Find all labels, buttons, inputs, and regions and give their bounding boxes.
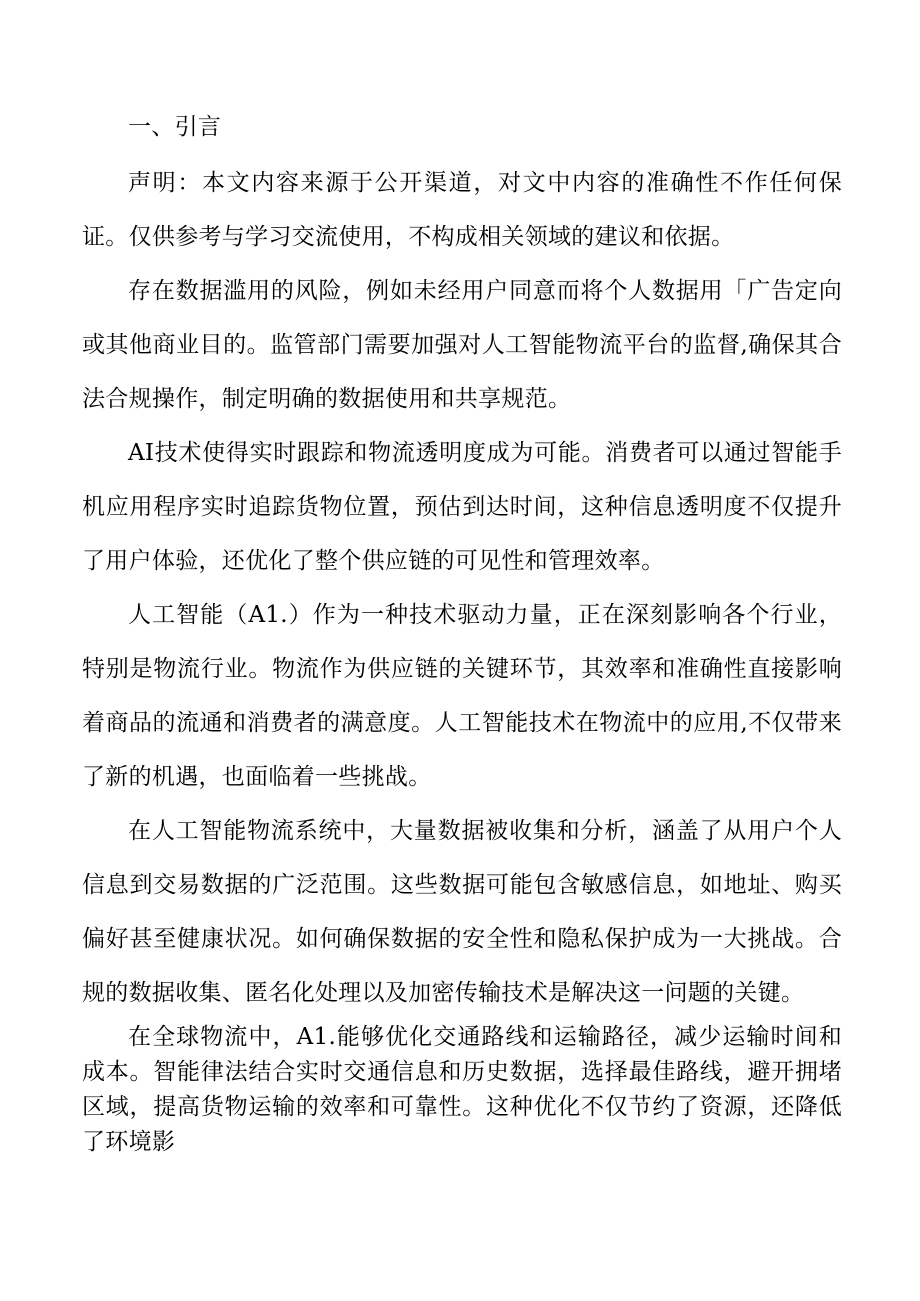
body-paragraph: 在人工智能物流系统中，大量数据被收集和分析，涵盖了从用户个人信息到交易数据的广泛范围。这些数据可能包含敏感信息，如地址、购买偏好甚至健康状况。如何确保数据的安全性和隐私保护成为一大挑战。合规的数据收集、匿名化处理以及加密传输技术是解决这一问题的关键。 [82, 818, 842, 1006]
body-paragraph: 存在数据滥用的风险，例如未经用户同意而将个人数据用「广告定向或其他商业目的。监管部门需要加强对人工智能物流平台的监督,确保其合法合规操作，制定明确的数据使用和共享规范。 [82, 278, 842, 412]
disclaimer-paragraph: 声明：本文内容来源于公开渠道，对文中内容的准确性不作任何保证。仅供参考与学习交流使用，不构成相关领域的建议和依据。 [82, 170, 842, 250]
body-paragraph: AI技术使得实时跟踪和物流透明度成为可能。消费者可以通过智能手机应用程序实时追踪货物位置，预估到达时间，这种信息透明度不仅提升了用户体验，还优化了整个供应链的可见性和管理效率。 [82, 440, 842, 574]
body-paragraph: 人工智能（A1.）作为一种技术驱动力量，正在深刻影响各个行业，特别是物流行业。物流作为供应链的关键环节，其效率和准确性直接影响着商品的流通和消费者的满意度。人工智能技术在物流中的应用,不仅带来了新的机遇，也面临着一些挑战。 [82, 602, 842, 790]
document-body [82, 104, 842, 1160]
section-heading: 一、引言 [128, 114, 222, 140]
body-paragraph: 在全球物流中，A1.能够优化交通路线和运输路径，减少运输时间和成本。智能律法结合实时交通信息和历史数据，选择最佳路线，避开拥堵区域，提高货物运输的效率和可靠性。这种优化不仅节约了资源，还降低了环境影 [82, 1024, 842, 1155]
